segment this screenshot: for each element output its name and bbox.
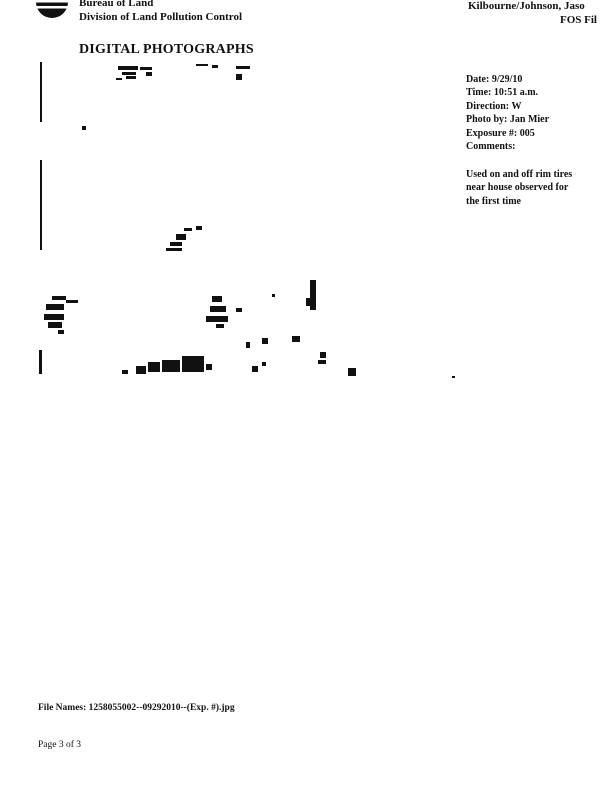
exposure-number: Exposure #: 005 [466,127,535,139]
file-names: File Names: 1258055002--09292010--(Exp. #).jpg [38,703,235,713]
agency-name: Bureau of Land [79,0,154,9]
comment-line: Used on and off rim tires [466,169,573,180]
photographer: Photo by: Jan Mier [466,114,550,126]
file-type: FOS Fil [560,14,597,26]
agency-logo-icon [34,0,74,24]
page-title: DIGITAL PHOTOGRAPHS [79,42,254,57]
site-name: Kilbourne/Johnson, Jaso [468,0,585,12]
faded-photograph [36,60,460,380]
photo-time: Time: 10:51 a.m. [466,87,539,99]
photo-details [466,73,596,153]
photo-direction: Direction: W [466,100,522,112]
photo-comment [466,168,596,208]
division-name: Division of Land Pollution Control [79,11,242,23]
photo-date: Date: 9/29/10 [466,74,523,85]
comment-line: near house observed for [466,182,569,194]
comment-line: the first time [466,195,521,207]
comments-label: Comments: [466,141,516,153]
page-number: Page 3 of 3 [38,740,82,750]
